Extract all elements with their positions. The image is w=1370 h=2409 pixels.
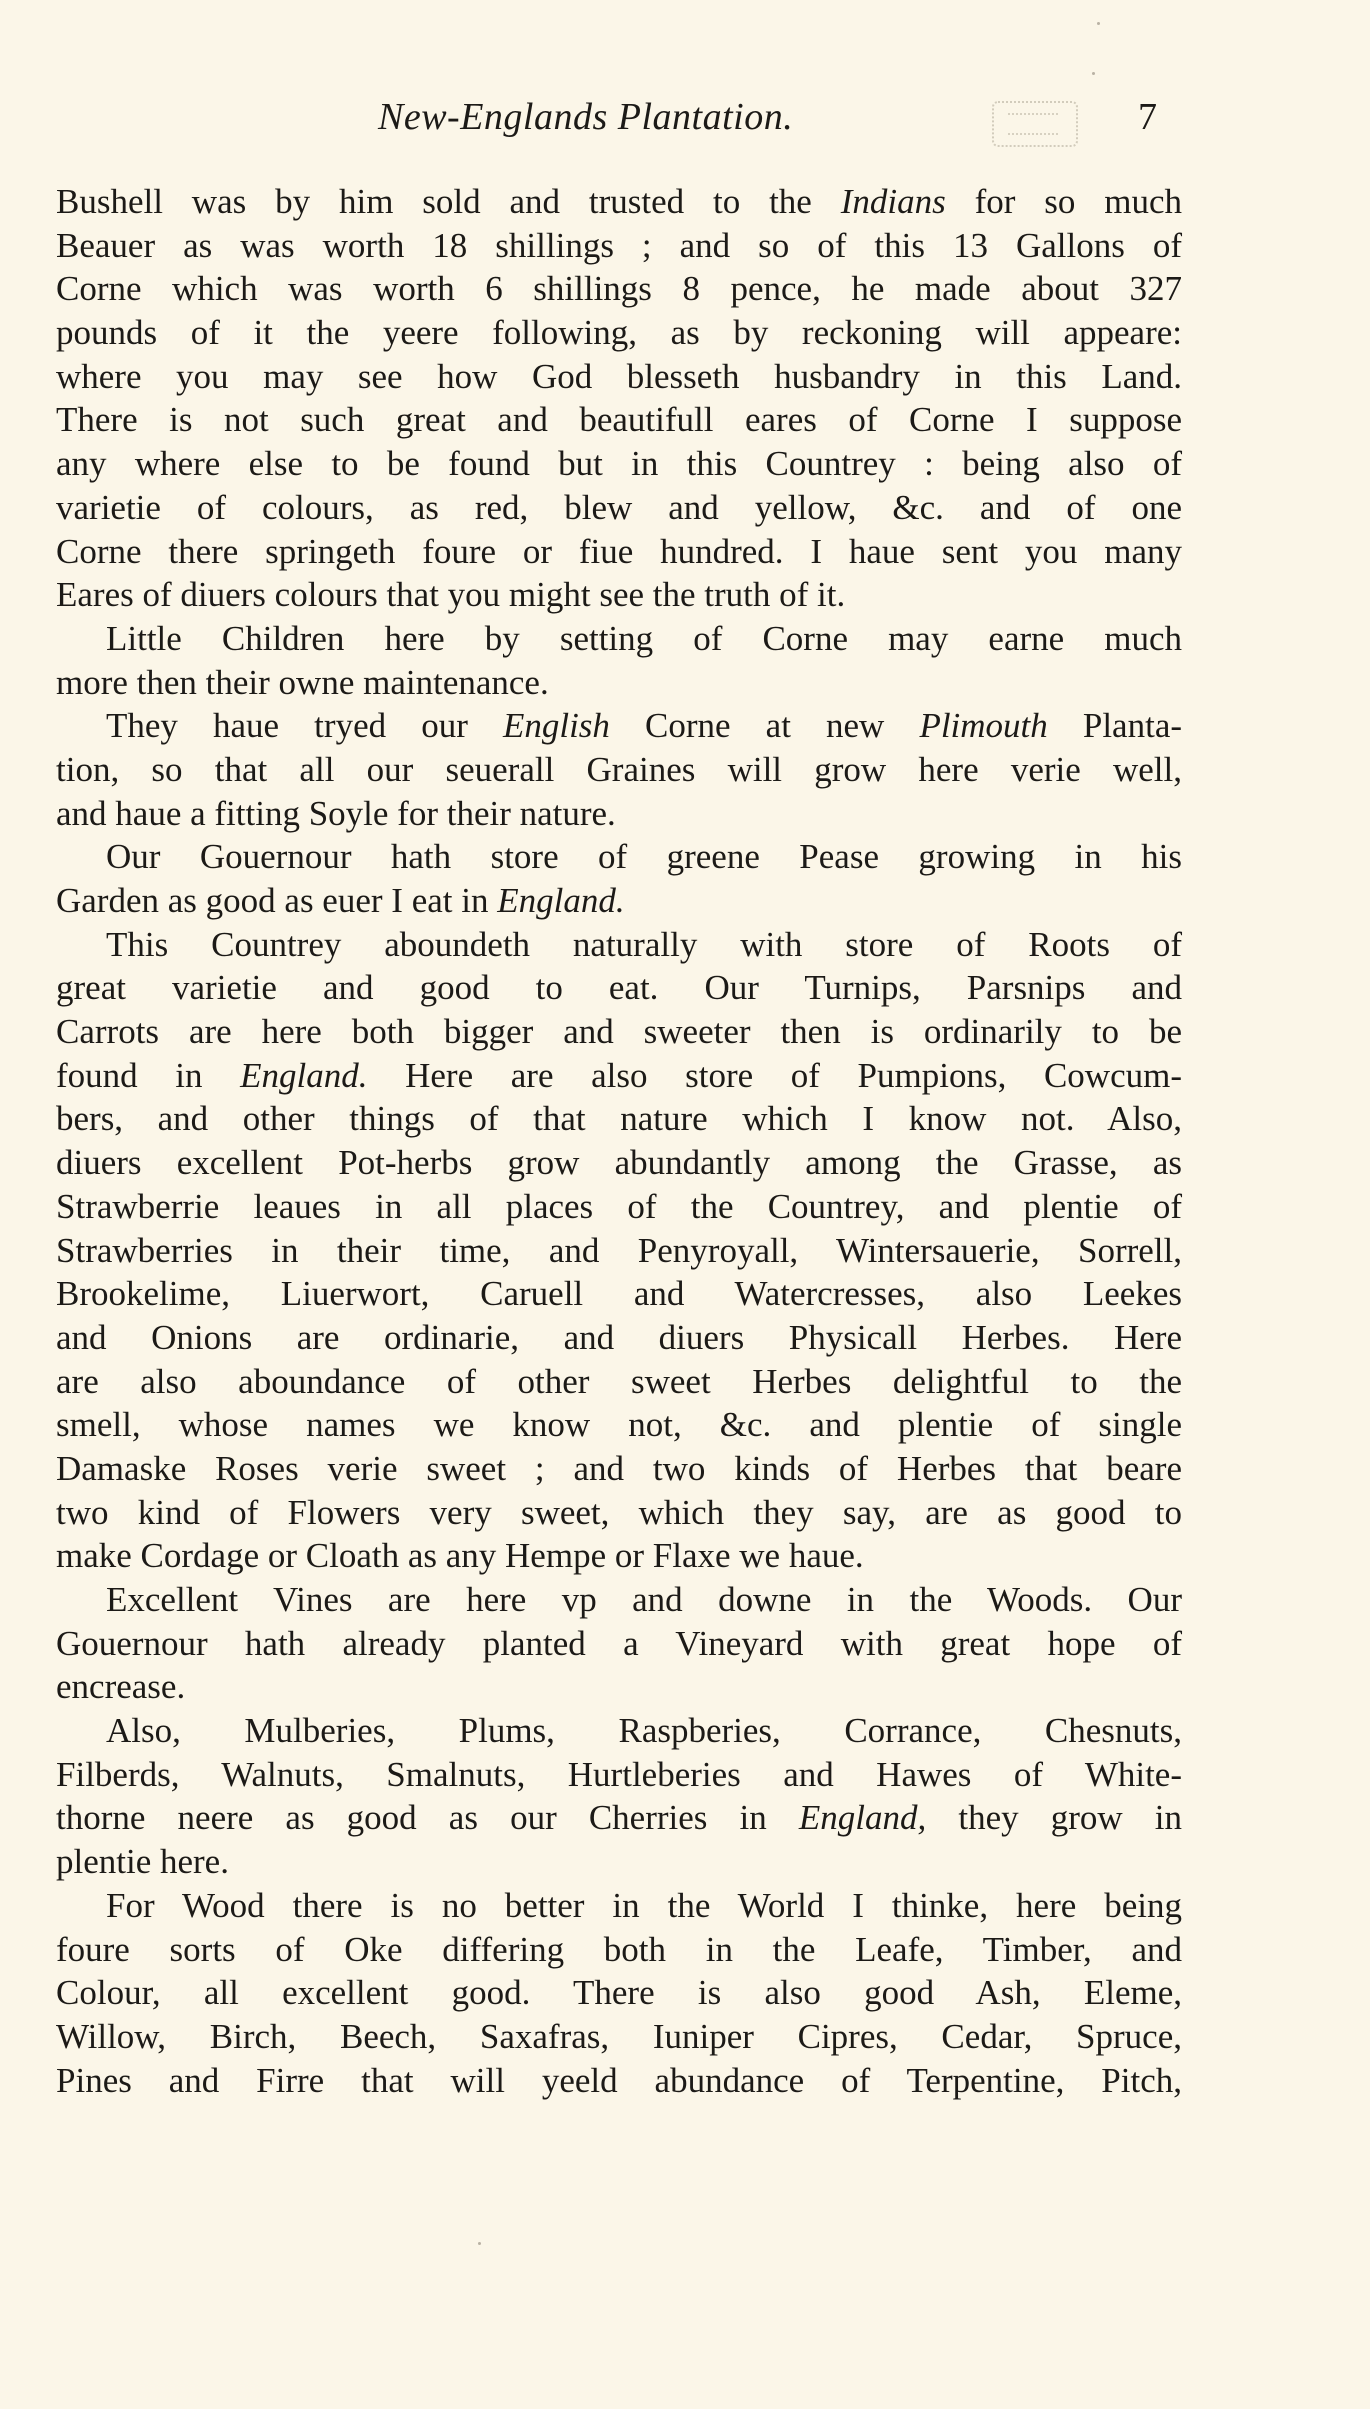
text-run: where you may see how God blesseth husbandry in this Land. (56, 356, 1182, 396)
text-line (56, 1884, 1182, 1928)
italic-word: England. (240, 1055, 368, 1095)
text-line (56, 1272, 1182, 1316)
text-run: There is not such great and beautifull eares of Corne I suppose (56, 400, 1182, 440)
text-line (56, 923, 1182, 967)
text-line (56, 2059, 1182, 2103)
text-line (56, 1928, 1182, 1972)
text-run: Corne at new (609, 706, 920, 746)
text-run: tion, so that all our seuerall Graines will grow here verie well, (56, 749, 1182, 789)
text-run: Willow, Birch, Beech, Saxafras, Iuniper Cipres, Cedar, Spruce, (56, 2016, 1182, 2056)
text-line (56, 879, 1182, 923)
text-line (56, 835, 1182, 879)
text-run: two kind of Flowers very sweet, which they say, are as good to (56, 1492, 1182, 1532)
text-run: Here are also store of Pumpions, Cowcum- (367, 1055, 1182, 1095)
text-run: found in (56, 1055, 241, 1095)
text-line (56, 1360, 1182, 1404)
text-run: they grow in (926, 1798, 1182, 1838)
text-line (56, 1491, 1182, 1535)
text-line (56, 1796, 1182, 1840)
text-run: for so much (945, 182, 1182, 221)
text-line (56, 311, 1182, 355)
text-line (56, 1054, 1182, 1098)
italic-word: Indians (840, 182, 946, 221)
text-line (56, 1622, 1182, 1666)
text-run: For Wood there is no better in the World I thinke, here being (106, 1885, 1182, 1925)
italic-word: England. (497, 881, 625, 920)
text-run: and Onions are ordinarie, and diuers Physicall Herbes. Here (56, 1317, 1182, 1357)
text-run: Bushell was by him sold and trusted to the (56, 182, 841, 221)
page-number: 7 (1138, 96, 1157, 138)
text-line (56, 1753, 1182, 1797)
text-run: great varietie and good to eat. Our Turnips, Parsnips and (56, 968, 1182, 1008)
text-run: any where else to be found but in this Countrey : being also of (56, 444, 1182, 484)
text-line (56, 1840, 1182, 1884)
text-run: Garden as good as euer I eat in (56, 881, 498, 920)
text-run: more then their owne maintenance. (56, 662, 549, 702)
text-run: thorne neere as good as our Cherries in (56, 1798, 799, 1838)
text-run: Gouernour hath already planted a Vineyard with great hope of (56, 1623, 1182, 1663)
text-run: make Cordage or Cloath as any Hempe or Flaxe we haue. (56, 1536, 864, 1576)
text-line (56, 180, 1182, 224)
text-run: Corne which was worth 6 shillings 8 pence, he made about 327 (56, 269, 1182, 309)
text-run: bers, and other things of that nature which I know not. Also, (56, 1099, 1182, 1139)
text-line (56, 530, 1182, 574)
text-run: Carrots are here both bigger and sweeter then is ordinarily to be (56, 1012, 1182, 1052)
text-line (56, 398, 1182, 442)
paper-speck (478, 2242, 481, 2245)
text-run: diuers excellent Pot-herbs grow abundantly among the Grasse, as (56, 1143, 1182, 1183)
running-title: New-Englands Plantation. (378, 96, 794, 138)
text-line (56, 704, 1182, 748)
text-line (56, 1665, 1182, 1709)
text-line (56, 1971, 1182, 2015)
text-run: Eares of diuers colours that you might see the truth of it. (56, 575, 846, 615)
text-line (56, 2015, 1182, 2059)
text-line (56, 573, 1182, 617)
text-line (56, 966, 1182, 1010)
italic-word: English (502, 706, 610, 746)
text-run: Also, Mulberies, Plums, Raspberies, Corrance, Chesnuts, (106, 1711, 1182, 1751)
text-run: encrease. (56, 1667, 186, 1707)
text-line (56, 355, 1182, 399)
text-line (56, 267, 1182, 311)
text-line (56, 1097, 1182, 1141)
body-text (56, 180, 1182, 2102)
text-run: Little Children here by setting of Corne may earne much (106, 618, 1182, 658)
text-run: Excellent Vines are here vp and downe in the Woods. Our (106, 1580, 1182, 1619)
text-run: Our Gouernour hath store of greene Pease growing in his (106, 837, 1182, 877)
text-run: plentie here. (56, 1842, 229, 1882)
italic-word: England, (798, 1798, 927, 1838)
library-stamp-mark (992, 101, 1078, 147)
text-run: Beauer as was worth 18 shillings ; and so of this 13 Gallons of (56, 225, 1182, 265)
text-line (56, 1229, 1182, 1273)
text-run: This Countrey aboundeth naturally with store of Roots of (106, 924, 1182, 964)
text-run: varietie of colours, as red, blew and yellow, &c. and of one (56, 487, 1182, 527)
text-run: and haue a fitting Soyle for their nature. (56, 793, 616, 833)
text-run: smell, whose names we know not, &c. and plentie of single (56, 1405, 1182, 1445)
text-line (56, 617, 1182, 661)
text-line (56, 1185, 1182, 1229)
text-run: Strawberries in their time, and Penyroyall, Wintersauerie, Sorrell, (56, 1230, 1182, 1270)
text-run: They haue tryed our (106, 706, 503, 746)
text-line (56, 1403, 1182, 1447)
paper-speck (1092, 72, 1095, 75)
text-line (56, 792, 1182, 836)
text-run: Strawberrie leaues in all places of the Countrey, and plentie of (56, 1186, 1182, 1226)
text-line (56, 661, 1182, 705)
running-head (0, 95, 1370, 155)
text-line (56, 1141, 1182, 1185)
text-line (56, 1709, 1182, 1753)
text-run: foure sorts of Oke differing both in the Leafe, Timber, and (56, 1929, 1182, 1969)
paper-speck (1097, 22, 1100, 25)
text-run: Pines and Firre that will yeeld abundance of Terpentine, Pitch, (56, 2060, 1182, 2100)
text-run: Corne there springeth foure or fiue hundred. I haue sent you many (56, 531, 1182, 571)
text-line (56, 748, 1182, 792)
text-line (56, 1534, 1182, 1578)
text-run: Filberds, Walnuts, Smalnuts, Hurtleberies and Hawes of White- (56, 1754, 1182, 1794)
text-line (56, 1010, 1182, 1054)
text-line (56, 486, 1182, 530)
text-line (56, 1447, 1182, 1491)
text-line (56, 1578, 1182, 1622)
italic-word: Plimouth (919, 706, 1048, 746)
text-run: Damaske Roses verie sweet ; and two kinds of Herbes that beare (56, 1448, 1182, 1488)
text-line (56, 1316, 1182, 1360)
text-run: are also aboundance of other sweet Herbes delightful to the (56, 1361, 1182, 1401)
text-line (56, 442, 1182, 486)
text-run: Brookelime, Liuerwort, Caruell and Watercresses, also Leekes (56, 1274, 1182, 1314)
text-run: Planta- (1047, 706, 1183, 746)
text-line (56, 224, 1182, 268)
text-run: Colour, all excellent good. There is also good Ash, Eleme, (56, 1973, 1182, 2013)
text-run: pounds of it the yeere following, as by reckoning will appeare: (56, 313, 1182, 353)
